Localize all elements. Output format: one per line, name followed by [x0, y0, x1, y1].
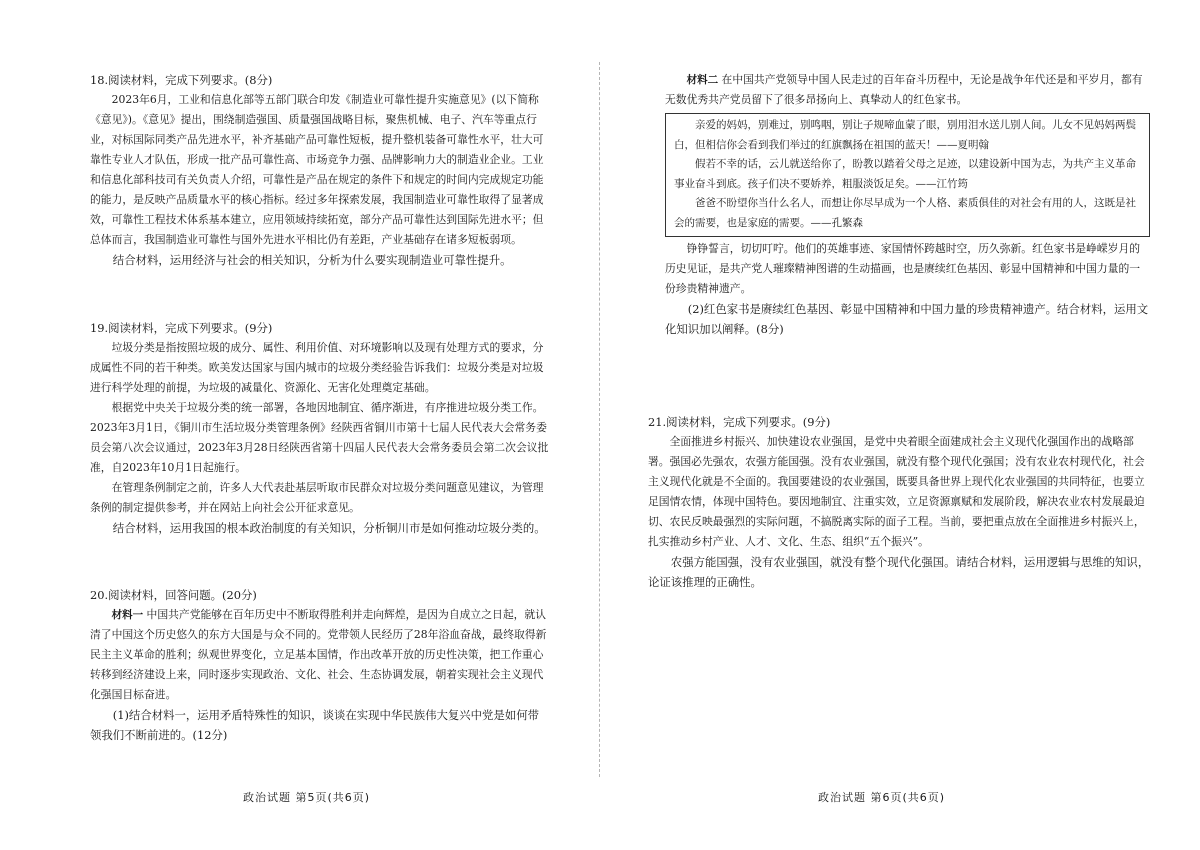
material-2-conclusion: 铮铮誓言，切切叮咛。他们的英雄事迹、家国情怀跨越时空，历久弥新。红色家书是峥嵘岁月的历史见证，是共产党人璀璨精神图谱的生动描画，也是赓续红色基因、彰显中国精神和中国力量的一份珍贵精神遗产。 — [665, 242, 1141, 295]
question-20-continued — [665, 70, 1150, 339]
material-1-text: 中国共产党能够在百年历史中不断取得胜利并走向辉煌，是因为自成立之日起，就认清了中国这个历史悠久的东方大国是与众不同的。党带领人民经历了28年浴血奋战，最终取得新民主主义革命的胜利；纵观世界变化，立足基本国情，作出改革开放的历史性决策，把工作重心转移到经济建设上来，同时逐步实现政治、文化、社会、生态协调发展，朝着实现社会主义现代化强国目标奋进。 — [90, 608, 547, 701]
question-20-sub-2: (2)红色家书是赓续红色基因、彰显中国精神和中国力量的珍贵精神遗产。结合材料，运用文化知识加以阐释。(8分) — [665, 302, 1149, 336]
question-19 — [90, 318, 550, 538]
question-21 — [648, 412, 1150, 592]
question-18-title: 18.阅读材料，完成下列要求。(8分) — [90, 73, 273, 87]
letter-jiang-zhujun: 假若不幸的话，云儿就送给你了，盼教以踏着父母之足迹，以建设新中国为志，为共产主义革命事业奋斗到底。孩子们决不要娇养，粗服淡饭足矣。——江竹筠 — [674, 158, 1136, 190]
question-21-title: 21.阅读材料，完成下列要求。(9分) — [648, 415, 831, 429]
question-20-title: 20.阅读材料，回答问题。(20分) — [90, 588, 257, 602]
question-19-prompt: 结合材料，运用我国的根本政治制度的有关知识，分析铜川市是如何推动垃圾分类的。 — [112, 521, 546, 535]
question-20 — [90, 585, 550, 745]
question-19-material-3: 在管理条例制定之前，许多人大代表赴基层听取市民群众对垃圾分类问题意见建议，为管理条例的制定提供参考，并在网站上向社会公开征求意见。 — [90, 481, 544, 514]
question-21-material: 全面推进乡村振兴、加快建设农业强国，是党中央着眼全面建成社会主义现代化强国作出的战略部署。强国必先强农，农强方能国强。没有农业强国，就没有整个现代化强国；没有农业农村现代化，社会主义现代化就是不全面的。我国要建设的农业强国，既要具备世界上现代化农业强国的共同特征，也要立足国情农情，体现中国特色。要因地制宜、注重实效，立足资源禀赋和发展阶段，解决农业农村发展最迫切、农民反映最强烈的实际问题，不搞脱离实际的面子工程。当前，要把重点放在全面推进乡村振兴上，扎实推动乡村产业、人才、文化、生态、组织“五个振兴”。 — [648, 435, 1145, 548]
letter-xia-minghan: 亲爱的妈妈，别难过，别鸣咽，别让子规啼血蒙了眼，别用泪水送儿别人间。儿女不见妈妈两鬓白，但相信你会看到我们举过的红旗飘扬在祖国的蓝天！——夏明翰 — [674, 119, 1136, 151]
page-5-footer: 政治试题 第5页(共6页) — [243, 791, 371, 804]
question-19-material-2: 根据党中央关于垃圾分类的统一部署，各地因地制宜、循序渐进，有序推进垃圾分类工作。2023年3月1日，《铜川市生活垃圾分类管理条例》经陕西省铜川市第十七届人民代表大会常务委员会第八次会议通过，2023年3月28日经陕西省第十四届人民代表大会常务委员会第二次会议批准，自2023年10月1日起施行。 — [90, 401, 549, 474]
letter-kong-fansen: 爸爸不盼望你当什么名人，而想让你尽早成为一个人格、素质俱佳的对社会有用的人，这既是社会的需要，也是家庭的需要。——孔繁森 — [674, 197, 1136, 229]
question-21-prompt: 农强方能国强，没有农业强国，就没有整个现代化强国。请结合材料，运用逻辑与思维的知识，论证该推理的正确性。 — [648, 555, 1150, 589]
question-19-title: 19.阅读材料，完成下列要求。(9分) — [90, 321, 273, 335]
question-20-material-1 — [90, 605, 550, 705]
material-2-intro-text: 在中国共产党领导中国人民走过的百年奋斗历程中，无论是战争年代还是和平岁月，都有无数优秀共产党员留下了很多昂扬向上、真挚动人的红色家书。 — [665, 73, 1143, 106]
right-page — [600, 0, 1200, 850]
question-19-material-1: 垃圾分类是指按照垃圾的成分、属性、利用价值、对环境影响以及现有处理方式的要求，分成属性不同的若干种类。欧美发达国家与国内城市的垃圾分类经验告诉我们：垃圾分类是对垃圾进行科学处理的前提，为垃圾的减量化、资源化、无害化处理奠定基础。 — [90, 341, 544, 394]
page-6-footer: 政治试题 第6页(共6页) — [818, 791, 946, 804]
material-2-label: 材料二 — [686, 74, 719, 86]
question-18-prompt: 结合材料，运用经济与社会的相关知识，分析为什么要实现制造业可靠性提升。 — [112, 253, 512, 267]
material-2-intro — [665, 70, 1150, 110]
red-letters-box — [665, 113, 1150, 237]
question-18-material: 2023年6月，工业和信息化部等五部门联合印发《制造业可靠性提升实施意见》(以下简称《意见》)。《意见》提出，围绕制造强国、质量强国战略目标，聚焦机械、电子、汽车等重点行业，对标国际同类产品先进水平，补齐基础产品可靠性短板，提升整机装备可靠性水平，壮大可靠性专业人才队伍，形成一批产品可靠性高、市场竞争力强、品牌影响力大的制造业企业。工业和信息化部科技司有关负责人介绍，可靠性是产品在规定的条件下和规定的时间内完成规定功能的能力，是反映产品质量水平的核心指标。经过多年探索发展，我国制造业可靠性取得了显著成效，可靠性工程技术体系基本建立，应用领域持续拓宽，部分产品可靠性达到国际先进水平；但总体而言，我国制造业可靠性与国外先进水平相比仍有差距，产业基础存在诸多短板弱项。 — [90, 93, 544, 246]
material-1-label: 材料一 — [111, 609, 144, 621]
question-18 — [90, 70, 550, 270]
question-20-sub-1: (1)结合材料一，运用矛盾特殊性的知识，谈谈在实现中华民族伟大复兴中党是如何带领我们不断前进的。(12分) — [90, 708, 539, 742]
